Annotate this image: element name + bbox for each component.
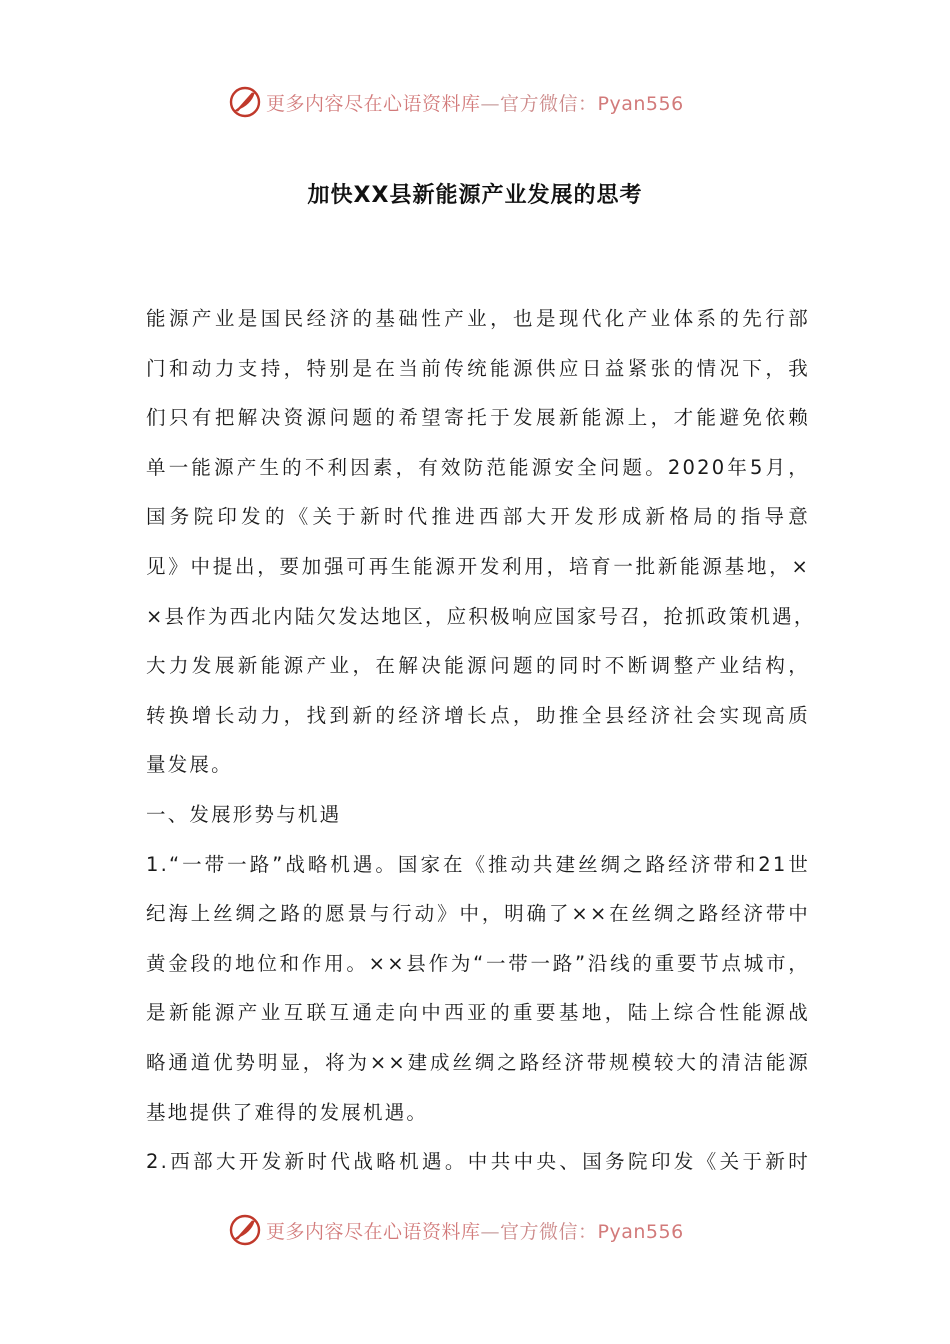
body-line: 见》中提出，要加强可再生能源开发利用，培育一批新能源基地，× [146, 554, 810, 578]
body-line: 2.西部大开发新时代战略机遇。中共中央、国务院印发《关于新时 [146, 1150, 810, 1174]
body-line: 基地提供了难得的发展机遇。 [146, 1100, 429, 1124]
banner-text: 更多内容尽在心语资料库—官方微信：Pyan556 [266, 1220, 684, 1243]
body-line: ×县作为西北内陆欠发达地区，应积极响应国家号召，抢抓政策机遇， [146, 604, 816, 628]
document-body [146, 300, 816, 1193]
body-line: 纪海上丝绸之路的愿景与行动》中，明确了××在丝绸之路经济带中 [146, 902, 810, 926]
body-line: 黄金段的地位和作用。××县作为“一带一路”沿线的重要节点城市， [146, 951, 810, 975]
body-line: 是新能源产业互联互通走向中西亚的重要基地，陆上综合性能源战 [146, 1001, 810, 1025]
body-line: 转换增长动力，找到新的经济增长点，助推全县经济社会实现高质 [146, 703, 810, 727]
quill-logo-icon [228, 1213, 262, 1247]
section-heading: 一、发展形势与机遇 [146, 802, 342, 826]
quill-logo-icon [228, 85, 262, 119]
body-line: 1.“一带一路”战略机遇。国家在《推动共建丝绸之路经济带和21世 [146, 852, 810, 876]
document-title: 加快XX县新能源产业发展的思考 [307, 183, 643, 208]
body-line: 略通道优势明显，将为××建成丝绸之路经济带规模较大的清洁能源 [146, 1050, 810, 1074]
body-line: 们只有把解决资源问题的希望寄托于发展新能源上，才能避免依赖 [146, 406, 810, 430]
body-line: 门和动力支持，特别是在当前传统能源供应日益紧张的情况下，我 [146, 356, 810, 380]
header-watermark-banner [228, 82, 748, 122]
body-line: 量发展。 [146, 753, 233, 777]
body-line: 大力发展新能源产业，在解决能源问题的同时不断调整产业结构， [146, 654, 810, 678]
body-line: 单一能源产生的不利因素，有效防范能源安全问题。2020年5月， [146, 455, 810, 479]
body-line: 能源产业是国民经济的基础性产业，也是现代化产业体系的先行部 [146, 307, 810, 330]
banner-text: 更多内容尽在心语资料库—官方微信：Pyan556 [266, 92, 684, 115]
body-line: 国务院印发的《关于新时代推进西部大开发形成新格局的指导意 [146, 505, 810, 529]
footer-watermark-banner [228, 1210, 748, 1250]
